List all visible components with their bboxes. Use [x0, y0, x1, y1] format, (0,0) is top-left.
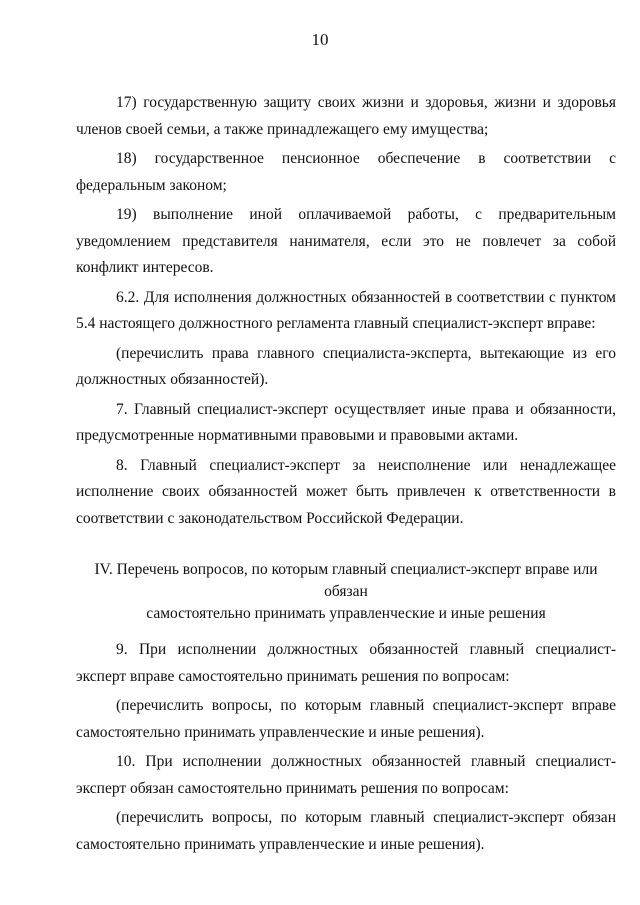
paragraph-item-17: 17) государственную защиту своих жизни и здоровья, жизни и здоровья членов своей семьи, а также принадлежащего ему имущества; [76, 94, 616, 138]
paragraph-7: 7. Главный специалист-эксперт осуществляет иные права и обязанности, предусмотренные нормативными правовыми и правовыми актами. [76, 400, 616, 444]
paragraph-9: 9. При исполнении должностных обязанностей главный специалист-эксперт вправе самостоятельно принимать решения по вопросам: [76, 641, 616, 685]
paragraph-6-2: 6.2. Для исполнения должностных обязанностей в соответствии с пунктом 5.4 настоящего должностного регламента главный специалист-эксперт вправе: [76, 288, 616, 332]
paragraph-9-placeholder: (перечислить вопросы, по которым главный специалист-эксперт вправе самостоятельно принимать управленческие и иные решения). [76, 697, 616, 741]
paragraph-item-19: 19) выполнение иной оплачиваемой работы, с предварительным уведомлением представителя нанимателя, если это не повлечет за собой конфликт интересов. [76, 206, 616, 276]
paragraph-10-placeholder: (перечислить вопросы, по которым главный специалист-эксперт обязан самостоятельно принимать управленческие и иные решения). [76, 809, 616, 853]
paragraph-item-18: 18) государственное пенсионное обеспечение в соответствии с федеральным законом; [76, 150, 616, 194]
section-heading-iv [76, 559, 616, 625]
paragraph-10: 10. При исполнении должностных обязанностей главный специалист-эксперт обязан самостоятельно принимать решения по вопросам: [76, 753, 616, 797]
section-heading-line-1: IV. Перечень вопросов, по которым главный специалист-эксперт вправе или обязан [94, 561, 598, 600]
document-body [76, 90, 616, 861]
paragraph-rights-placeholder: (перечислить права главного специалиста-эксперта, вытекающие из его должностных обязанностей). [76, 344, 616, 388]
page-number: 10 [311, 30, 329, 49]
paragraph-8: 8. Главный специалист-эксперт за неисполнение или ненадлежащее исполнение своих обязанностей может быть привлечен к ответственности в соответствии с законодательством Российской Федерации. [76, 456, 616, 527]
section-heading-line-2: самостоятельно принимать управленческие и иные решения [146, 605, 546, 622]
